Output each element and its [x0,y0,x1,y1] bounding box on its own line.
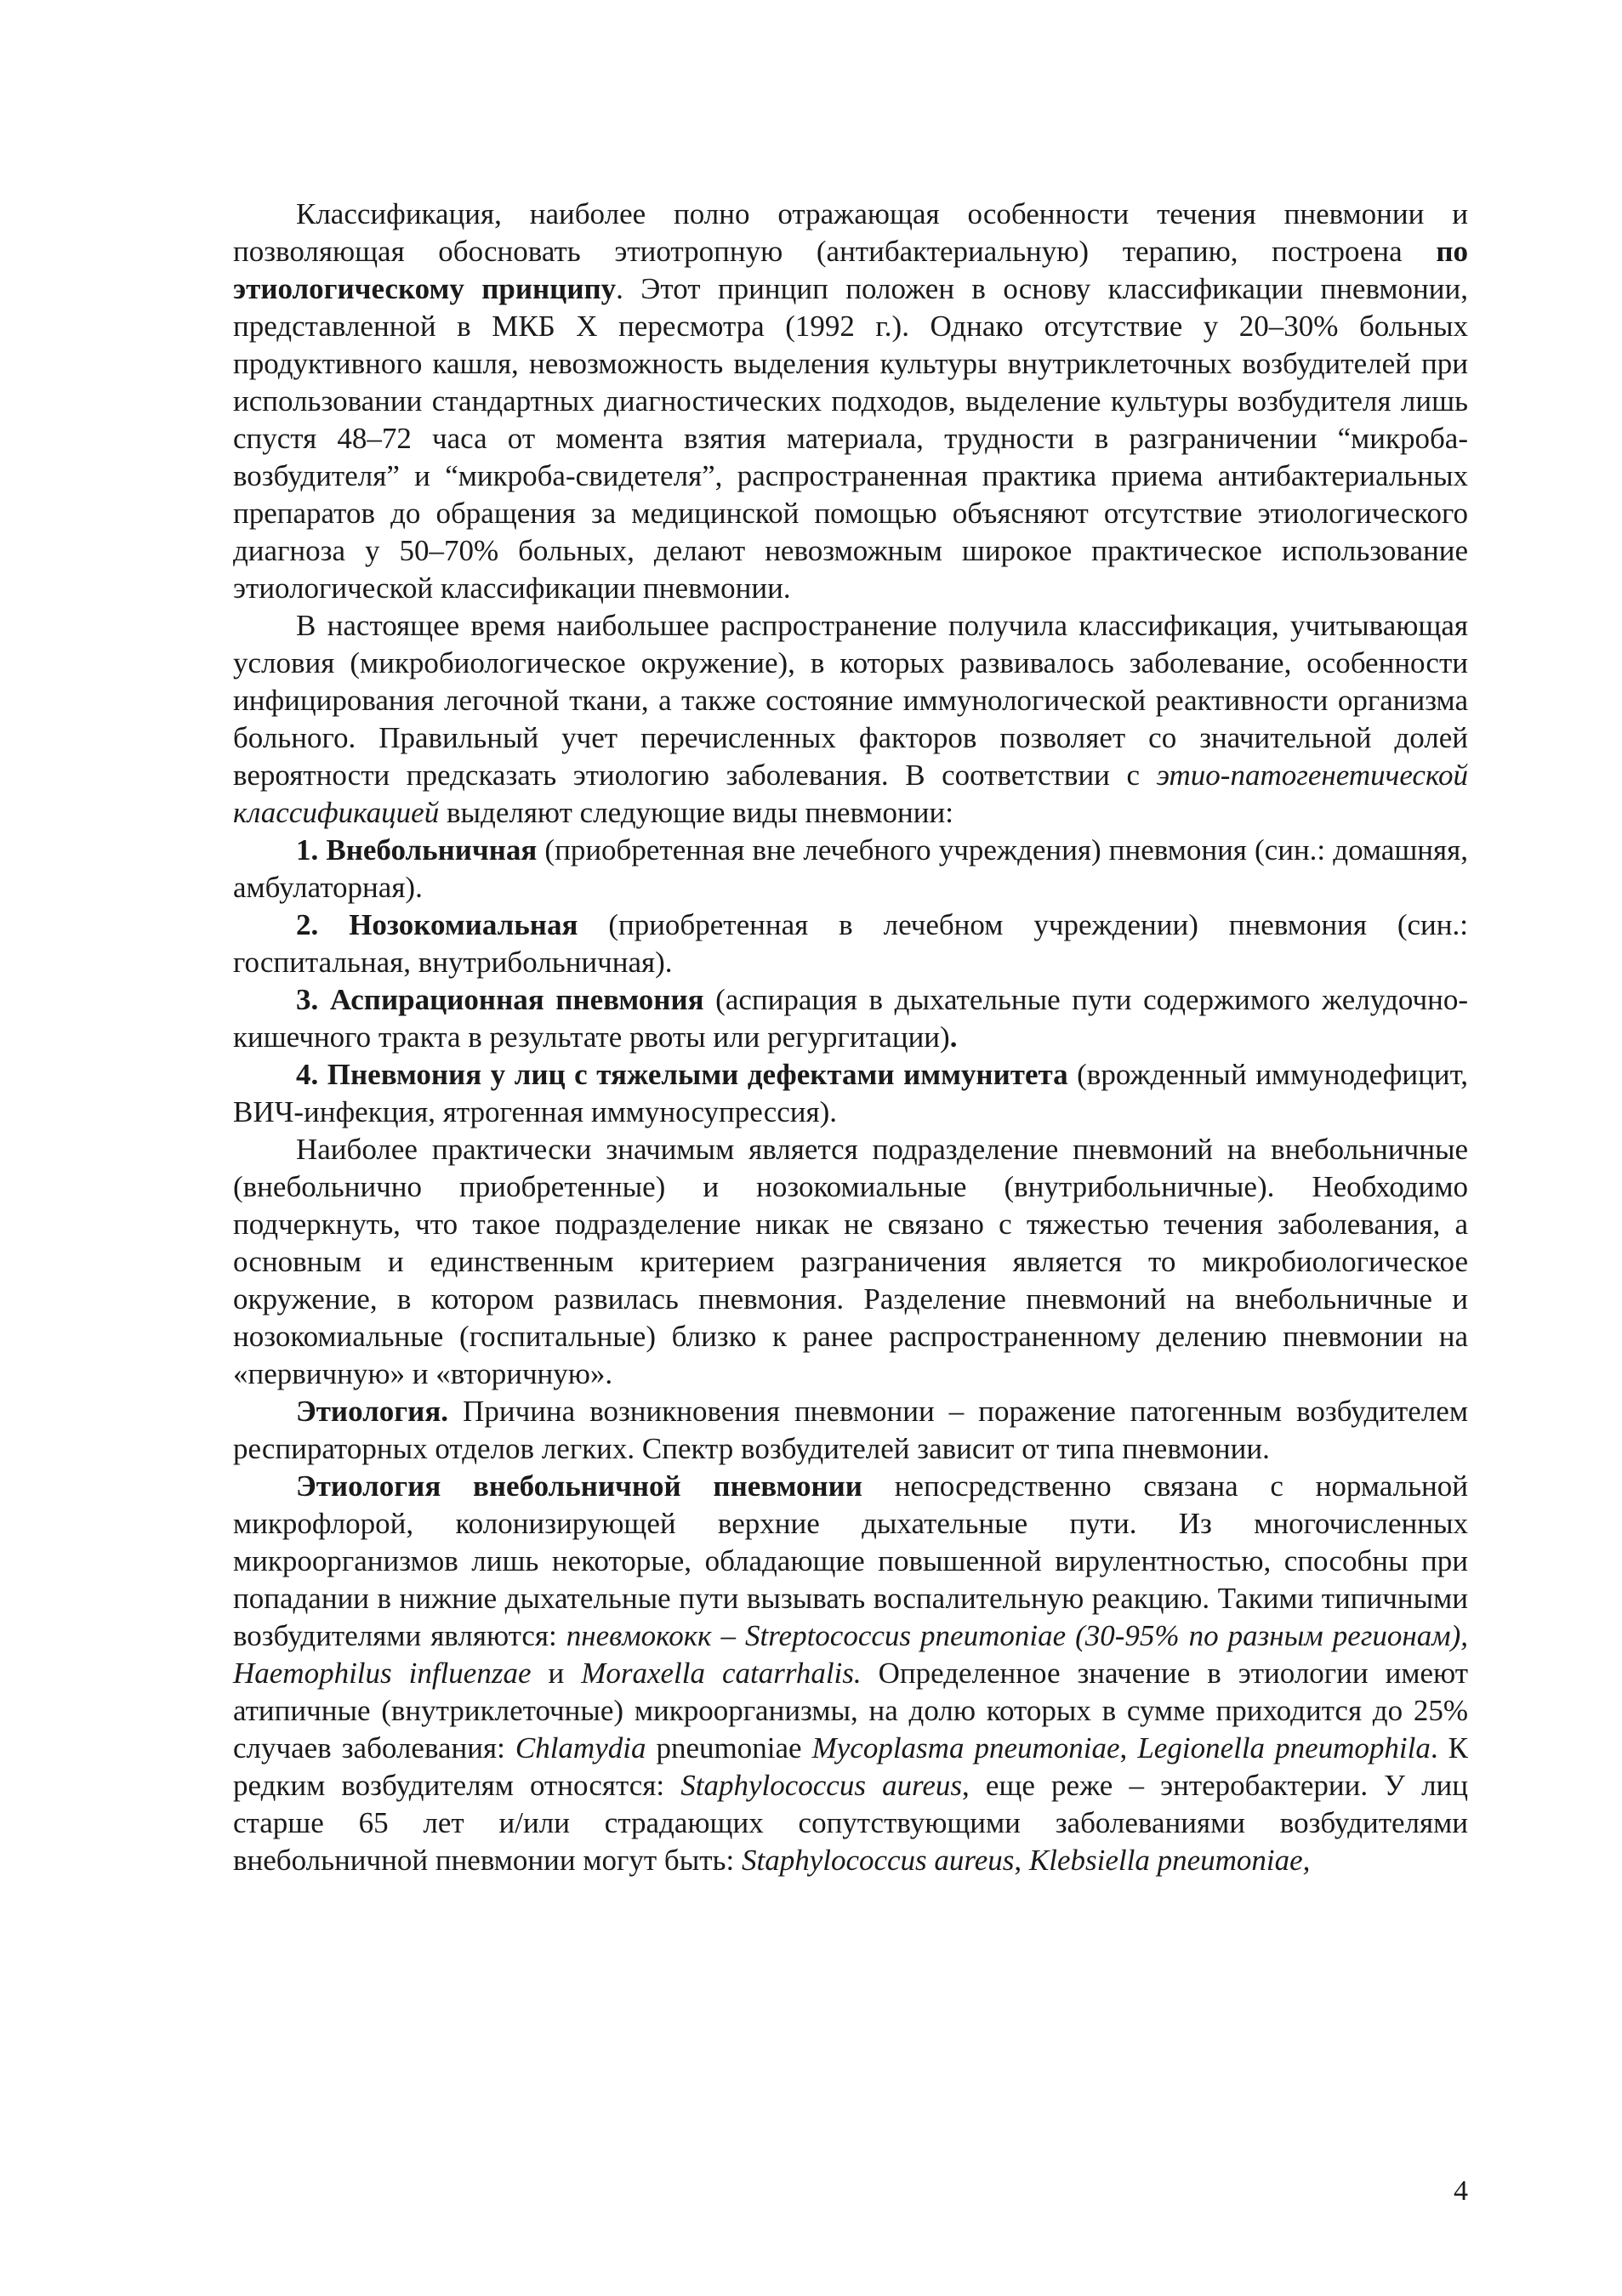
text-run: выделяют следующие виды пневмонии: [439,796,953,829]
italic-term: Staphylococcus aureus [741,1844,1015,1877]
italic-term: Moraxella catarrhalis. [581,1657,862,1690]
list-item-heading: 1. Внебольничная [296,833,538,867]
paragraph-etiology [233,1393,1468,1468]
text-run: Определенное значение в этиологии имеют атипичные (внутриклеточные) микроорганизмы, на долю которых в сумме приходится до 25% случаев заболевания: [233,1657,1468,1765]
list-item-end: . [949,1020,958,1054]
bold-term: Этиология внебольничной пневмонии [296,1469,862,1503]
paragraph-current-classification [233,607,1468,832]
text-run: непосредственно связана с нормальной микрофлорой, колонизирующей верхние дыхательные пути. Из многочисленных микроорганизмов лишь некоторые, обладающие повышенной вирулентностью, способны при попадании в нижние дыхательные пути вызывать воспалительную реакцию. Такими типичными возбудителями являются: [233,1469,1468,1652]
list-item-heading: 4. Пневмония у лиц с тяжелыми дефектами иммунитета [296,1058,1068,1091]
text-run: В настоящее время наибольшее распространение получила классификация, учитывающая условия (микробиологическое окружение), в которых развивалось заболевание, особенности инфицирования легочной ткани, а также состояние иммунологической реактивности организма больного. Правильный учет перечисленных факторов позволяет со значительной долей вероятности предсказать этиологию заболевания. В соответствии с [233,609,1468,792]
list-item-text: (приобретенная в лечебном учреждении) пневмония (син.: госпитальная, внутрибольничная). [233,908,1468,979]
italic-term: Staphylococcus aureus [680,1769,963,1802]
text-run: . К редким возбудителям относятся: [233,1731,1468,1802]
text-run: . Этот принцип положен в основу классификации пневмонии, представленной в МКБ X пересмотра (1992 г.). Однако отсутствие у 20–30% больных продуктивного кашля, невозможность выделения культуры внутриклеточных возбудителей при использовании стандартных диагностических подходов, выделение культуры возбудителя лишь спустя 48–72 часа от момента взятия материала, трудности в разграничении “микроба-возбудителя” и “микроба-свидетеля”, распространенная практика приема антибактериальных препаратов до обращения за медицинской помощью объясняют отсутствие этиологического диагноза у 50–70% больных, делают невозможным широкое практическое использование этиологической классификации пневмонии. [233,272,1468,605]
paragraph-subdivision: Наиболее практически значимым является подразделение пневмоний на внебольничные (внебольнично приобретенные) и нозокомиальные (внутрибольничные). Необходимо подчеркнуть, что такое подразделение никак не связано с тяжестью течения заболевания, а основным и единственным критерием разграничения является то микробиологическое окружение, в котором развилась пневмония. Разделение пневмоний на внебольничные и нозокомиальные (госпитальные) близко к ранее распространенному делению пневмонии на «первичную» и «вторичную». [233,1133,1468,1390]
list-item-heading: 2. Нозокомиальная [296,908,578,941]
list-item-text: (приобретенная вне лечебного учреждения) пневмония (син.: домашняя, амбулаторная). [233,833,1468,904]
text-run: Причина возникновения пневмонии – поражение патогенным возбудителем респираторных отделов легких. Спектр возбудителей зависит от типа пневмонии. [233,1395,1468,1465]
text-run: Классификация, наиболее полно отражающая особенности течения пневмонии и позволяющая обосновать этиотропную (антибактериальную) терапию, построена [233,197,1468,268]
italic-term: Mycoplasma pneumoniae [811,1731,1120,1765]
text-run: pneumoniae [646,1731,812,1765]
italic-term: пневмококк – Streptococcus pneumoniae (30-95% по разным регионам), Haemophilus influenzae [233,1619,1468,1690]
paragraph-community-etiology [233,1468,1468,1879]
list-item-heading: 3. Аспирационная пневмония [296,983,704,1016]
italic-term: Chlamydia [515,1731,646,1765]
document-body [233,196,1468,1879]
italic-term: Klebsiella pneumoniae, [1028,1844,1311,1877]
text-run: , [1014,1844,1029,1877]
list-item-text: (аспирация в дыхательные пути содержимого желудочно-кишечного тракта в результате рвоты или регургитации) [233,983,1468,1054]
italic-term: Legionella pneumophila [1137,1731,1431,1765]
list-item-community-acquired [233,832,1468,906]
text-run: , еще реже – энтеробактерии. У лиц старше 65 лет и/или страдающих сопутствующими заболеваниями возбудителями внебольничной пневмонии могут быть: [233,1769,1469,1877]
paragraph-classification [233,196,1468,607]
text-run: , [1119,1731,1138,1765]
list-item-aspiration [233,981,1468,1056]
page-number: 4 [1454,2175,1468,2207]
italic-term: этио-патогенетической классификацией [233,759,1468,829]
list-item-text: (врожденный иммунодефицит, ВИЧ-инфекция, ятрогенная иммуносупрессия). [233,1058,1468,1128]
section-heading-etiology: Этиология. [296,1395,449,1428]
list-item-nosocomial [233,906,1468,981]
bold-term: по этиологическому принципу [233,235,1468,305]
text-run: и [531,1657,582,1690]
list-item-immunodeficiency [233,1056,1468,1131]
